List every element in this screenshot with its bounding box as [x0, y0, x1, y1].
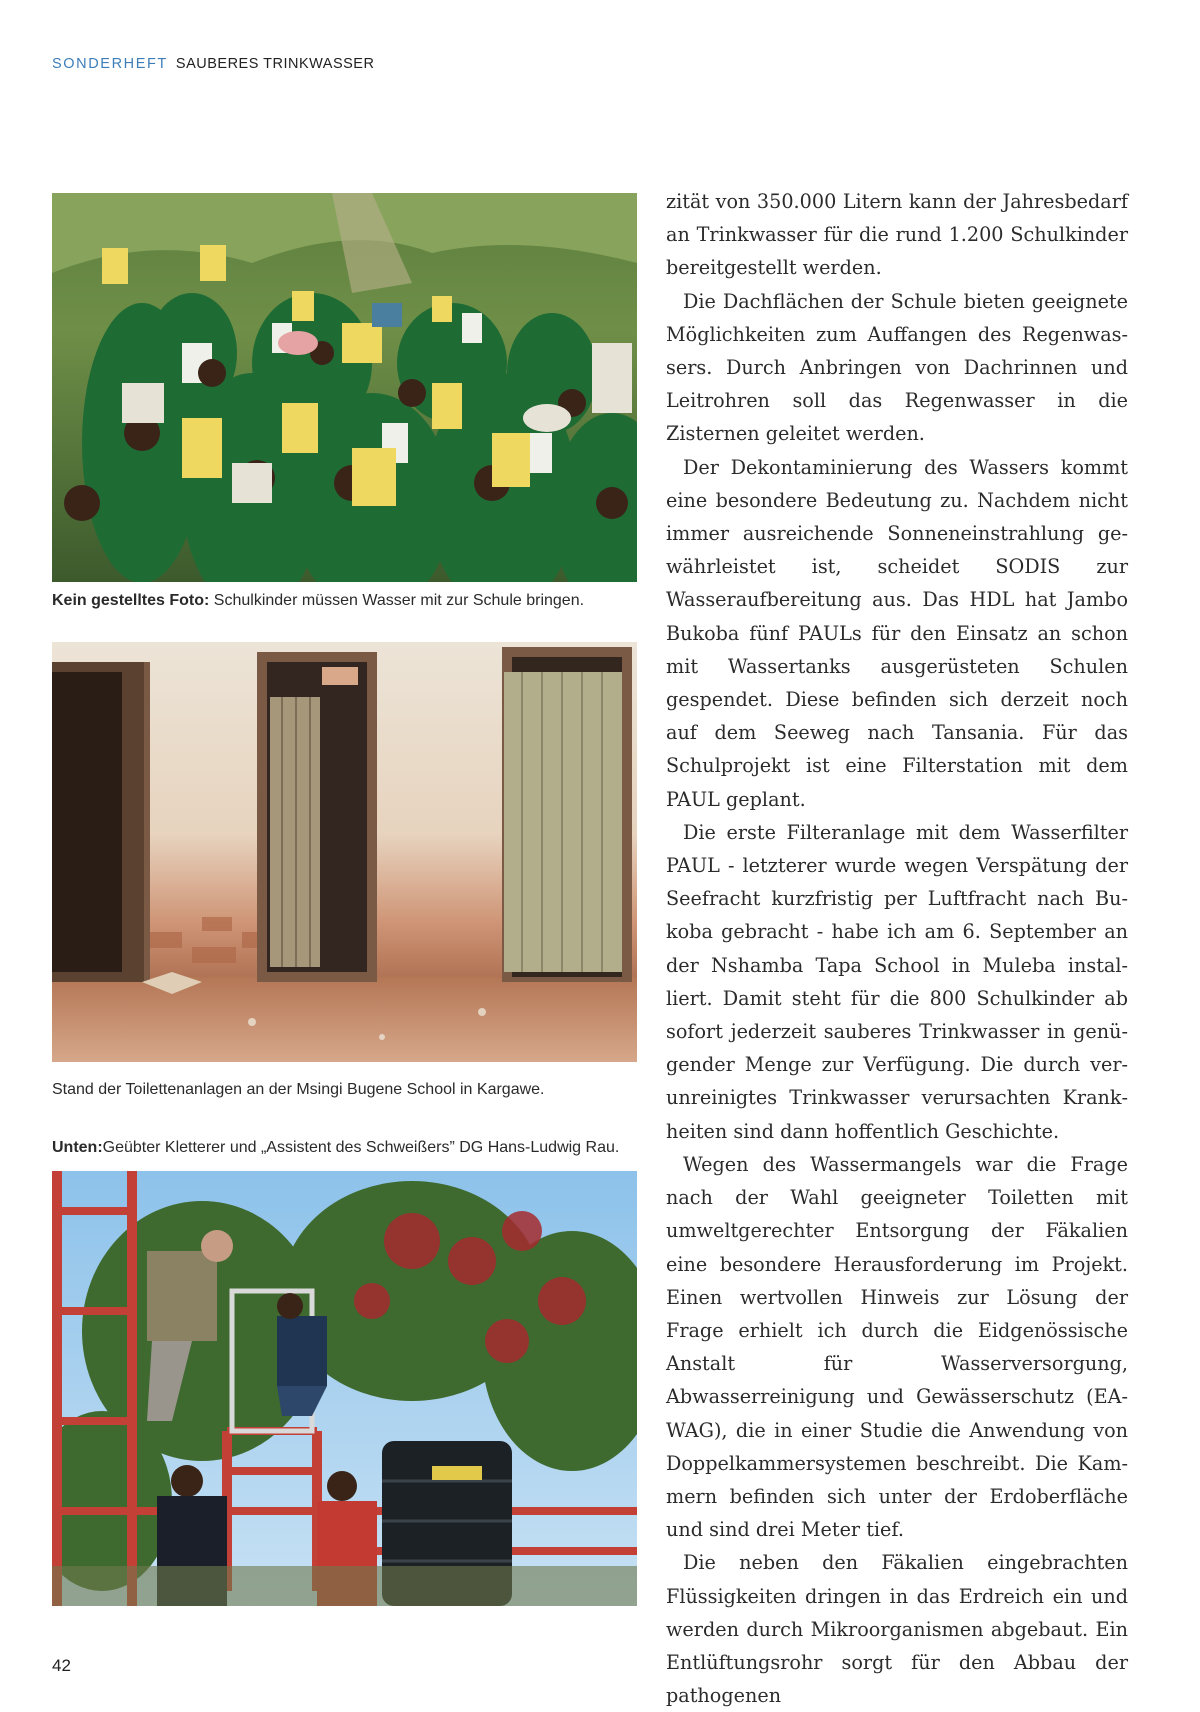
- students-carrying-water-photo: [52, 193, 637, 582]
- photo-caption-2: [52, 1081, 642, 1099]
- photo-caption-1: [52, 592, 642, 610]
- article-body: [666, 185, 1128, 1712]
- body-paragraph: zität von 350.000 Litern kann der Jahresbedarf an Trinkwasser für die rund 1.200 Schulkinder bereitgestellt werden.: [666, 190, 1128, 280]
- caption-lead-3: Unten:: [52, 1139, 103, 1156]
- body-paragraph: Die erste Filteranlage mit dem Wasserfilter PAUL - letzterer wurde wegen Verspätung der Seefracht kurzfristig per Luftfracht nach Bukoba gebracht - habe ich am 6. September an der Nshamba Tapa School in Muleba installiert. Damit steht für die 800 Schulkinder ab sofort jederzeit sauberes Trinkwasser in genügender Menge zur Verfügung. Die durch verunreinigtes Trinkwasser verursachten Krankheiten sind dann hoffentlich Geschichte.: [666, 820, 1128, 1143]
- caption-text-1: Schulkinder müssen Wasser mit zur Schule bringen.: [209, 592, 585, 609]
- toilet-facilities-photo: [52, 642, 637, 1062]
- body-paragraph: Die Dachflächen der Schule bieten geeignete Möglichkeiten zum Auffangen des Regenwassers. Durch Anbringen von Dachrinnen und Leitrohren soll das Regenwasser in die Zisternen geleitet werden.: [666, 289, 1128, 446]
- caption-text-3: Geübter Kletterer und „Assistent des Schweißers” DG Hans-Ludwig Rau.: [102, 1139, 620, 1156]
- body-paragraph: Der Dekontaminierung des Wassers kommt eine besondere Bedeutung zu. Nachdem nicht immer ausreichende Sonneneinstrahlung gewährleistet ist, scheidet SODIS zur Wasseraufbereitung aus. Das HDL hat Jambo Bukoba fünf PAULs für den Einsatz an schon mit Wassertanks ausgerüsteten Schulen gespendet. Diese befinden sich derzeit noch auf dem Seeweg nach Tansania. Für das Schulprojekt ist eine Filterstation mit dem PAUL geplant.: [666, 455, 1128, 811]
- article-topic-label: SAUBERES TRINKWASSER: [175, 56, 375, 72]
- magazine-section-label: SONDERHEFT: [52, 56, 168, 72]
- photo-caption-3: [52, 1139, 642, 1157]
- body-paragraph: Die neben den Fäkalien eingebrachten Flüssigkeiten dringen in das Erdreich ein und werden durch Mikroorganismen abgebaut. Ein Entlüftungsrohr sorgt für den Abbau der pathogenen: [666, 1551, 1128, 1708]
- body-paragraph: Wegen des Wassermangels war die Frage nach der Wahl geeigneter Toiletten mit umweltgerechter Entsorgung der Fäkalien eine besondere Herausforderung im Projekt. Einen wertvollen Hinweis zur Lösung der Frage erhielt ich durch die Eidgenössische Anstalt für Wasserversorgung, Abwasserreinigung und Gewässerschutz (EAWAG), die in einer Studie die Anwendung von Doppelkammersystemen beschreibt. Die Kammern befinden sich unter der Erdoberfläche und sind drei Meter tief.: [666, 1152, 1128, 1542]
- page-number: 42: [52, 1656, 71, 1675]
- caption-lead-1: Kein gestelltes Foto:: [52, 592, 210, 609]
- welding-work-photo: [52, 1171, 637, 1606]
- running-head: [52, 56, 374, 72]
- caption-text-2: Stand der Toilettenanlagen an der Msingi Bugene School in Kargawe.: [52, 1081, 545, 1098]
